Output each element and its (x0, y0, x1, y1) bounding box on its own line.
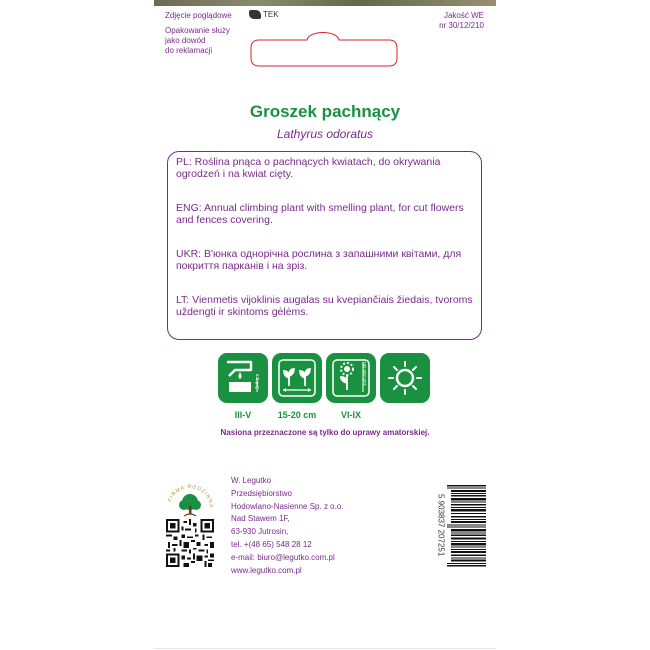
packaging-note-line: Opakowanie służy (165, 26, 230, 35)
sowing-period-label: III-V (234, 410, 252, 420)
sun-icon (380, 353, 430, 403)
amateur-note: Nasiona przeznaczone są tylko do uprawy amatorskiej. (220, 428, 430, 437)
leaf-icon (249, 10, 261, 19)
icon-labels (218, 410, 430, 420)
preview-label: Zdjęcie poglądowe (165, 11, 232, 20)
quality-note (439, 11, 484, 31)
product-name: Groszek pachnący (249, 102, 401, 121)
qr-code[interactable] (166, 519, 214, 567)
family-company-logo (164, 478, 216, 522)
company-type-2: Hodowlano-Nasienne Sp. z o.o. (231, 501, 344, 511)
company-info (231, 475, 344, 577)
bottom-divider (154, 648, 496, 649)
company-city: 63-930 Jutrosin, (231, 527, 289, 537)
description-ukr: UKR: В'юнка однорічна рослина з запашними квітами, для покриття парканів і на зріз. (176, 248, 462, 272)
description-eng: ENG: Annual climbing plant with smelling plant, for cut flowers and fences covering. (176, 202, 464, 226)
packaging-note-line: do reklamacji (165, 46, 213, 55)
company-street: Nad Stawem 1F, (231, 514, 290, 524)
description-box (167, 151, 482, 340)
sowing-depth-text: 3-4 cm (255, 373, 261, 389)
packaging-note-line: jako dowód (165, 36, 206, 45)
hang-hole-window (249, 30, 399, 68)
sun-label (380, 410, 430, 420)
description-lt: LT: Vienmetis vijoklinis augalas su kvepiančiais žiedais, tvoroms uždengti ir skintoms gėlėms. (176, 294, 473, 318)
spacing-icon (272, 353, 322, 403)
latin-name: Lathyrus odoratus (276, 127, 374, 141)
batch-number: nr 30/12/210 (439, 21, 484, 30)
company-website[interactable]: www.legutko.com.pl (231, 565, 302, 575)
description-pl: PL: Roślina pnąca o pachnących kwiatach, do okrywania ogrodzeń i na kwiat cięty. (176, 156, 441, 180)
barcode-digits: 5 903837 207251 (436, 493, 446, 557)
sowing-depth-icon (218, 353, 268, 403)
flowering-period-label: VI-IX (340, 410, 361, 420)
company-type: Przedsiębiorstwo (231, 488, 292, 498)
packaging-note (165, 26, 245, 56)
cultivation-icons (218, 353, 430, 403)
flowering-height-text: 150-200 cm (362, 362, 367, 386)
logo-text: FIRMA RODZINNA (167, 483, 215, 509)
quality-label: Jakość WE (443, 11, 484, 20)
company-phone: tel. +(48 65) 548 28 12 (231, 539, 312, 549)
tek-label: TEK (263, 10, 279, 19)
company-email[interactable]: e-mail: biuro@legutko.com.pl (231, 552, 335, 562)
spacing-label: 15-20 cm (277, 410, 317, 420)
company-name: W. Legutko (231, 476, 272, 485)
photo-strip (154, 0, 496, 6)
tek-mark (249, 10, 279, 19)
flowering-icon (326, 353, 376, 403)
